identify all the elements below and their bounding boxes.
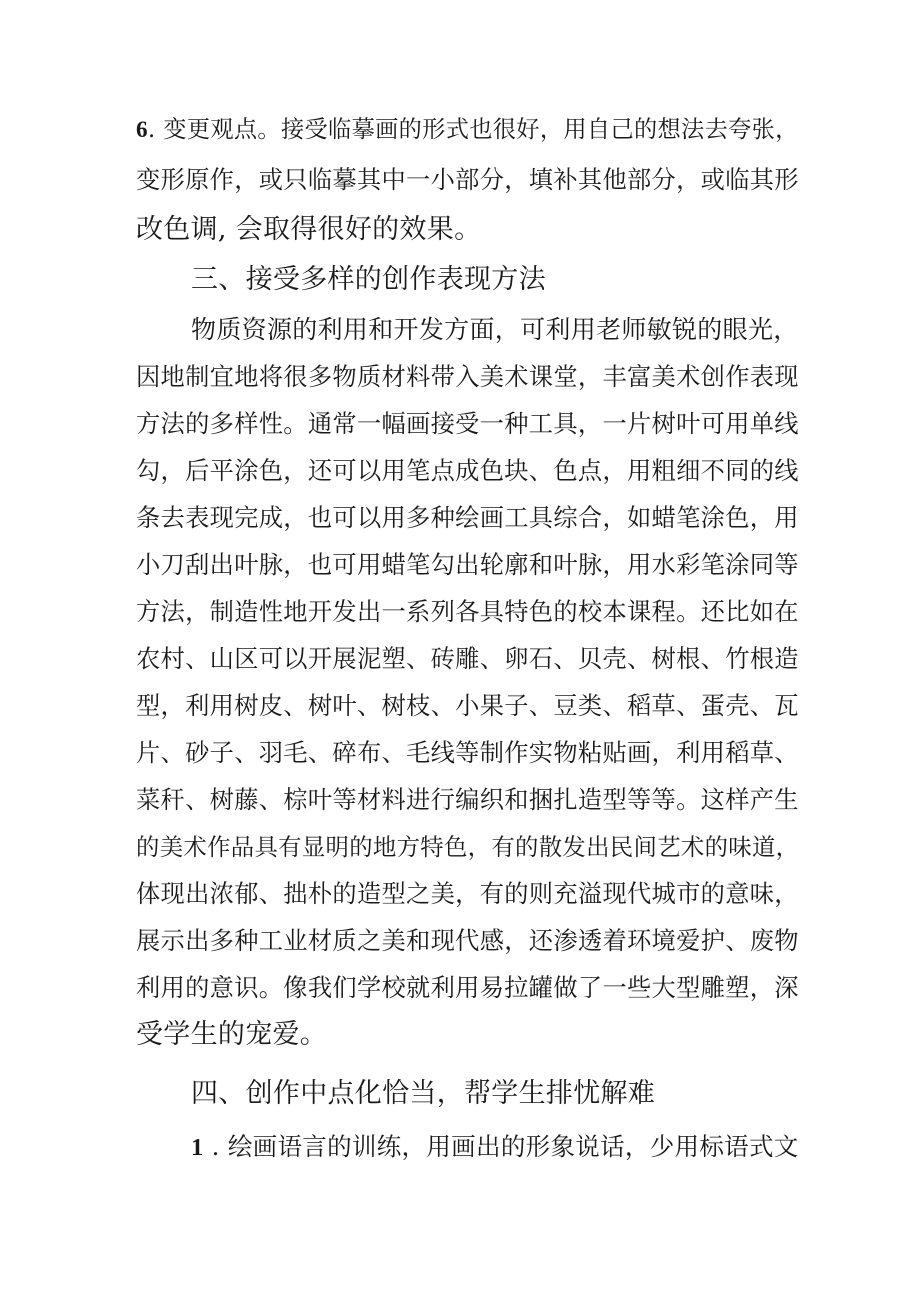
paragraph-line: 受学生的宠爱。	[136, 1019, 328, 1050]
paragraph-line: 体现出浓郁、拙朴的造型之美，有的则充溢现代城市的意味，	[136, 879, 799, 908]
paragraph-line: 物质资源的利用和开发方面，可利用老师敏锐的眼光，	[191, 315, 799, 344]
paragraph-line: 利用的意识。像我们学校就利用易拉罐做了一些大型雕塑，深	[136, 973, 799, 1002]
paragraph-line: 展示出多种工业材质之美和现代感，还渗透着环境爱护、废物	[136, 926, 799, 955]
paragraph-line: 的美术作品具有显明的地方特色，有的散发出民间艺术的味道，	[136, 833, 800, 861]
paragraph-line: 农村、山区可以开展泥塑、砖雕、卵石、贝壳、树根、竹根造	[136, 644, 799, 673]
paragraph-line: 型，利用树皮、树叶、树枝、小果子、豆类、稻草、蛋壳、瓦	[136, 691, 799, 720]
paragraph-line: 条去表现完成，也可以用多种绘画工具综合，如蜡笔涂色，用	[136, 503, 799, 532]
section-heading: 四、创作中点化恰当，帮学生排忧解难	[191, 1078, 656, 1109]
paragraph-line: 因地制宜地将很多物质材料带入美术课堂，丰富美术创作表现	[136, 362, 799, 391]
section-heading: 三、接受多样的创作表现方法	[191, 264, 546, 295]
paragraph-line: 菜秆、树藤、棕叶等材料进行编织和捆扎造型等等。这样产生	[136, 785, 799, 814]
paragraph-line: 勾，后平涂色，还可以用笔点成色块、色点，用粗细不同的线	[136, 456, 799, 485]
paragraph-line: 1 . 绘画语言的训练，用画出的形象说话，少用标语式文	[191, 1132, 799, 1161]
paragraph-line: 6. 变更观点。接受临摹画的形式也很好，用自己的想法去夸张，	[136, 116, 799, 143]
paragraph-line: 片、砂子、羽毛、碎布、毛线等制作实物粘贴画，利用稻草、	[136, 738, 799, 767]
paragraph-line: 小刀刮出叶脉，也可用蜡笔勾出轮廓和叶脉，用水彩笔涂同等	[136, 550, 799, 579]
paragraph-line: 方法的多样性。通常一幅画接受一种工具，一片树叶可用单线	[136, 409, 799, 438]
paragraph-line: 改色调, 会取得很好的效果。	[136, 214, 482, 245]
item-number: 6	[136, 117, 148, 143]
item-number: 1	[191, 1134, 204, 1161]
paragraph-line: 变形原作，或只临摹其中一小部分，填补其他部分，或临其形	[136, 165, 799, 194]
paragraph-line: 方法，制造性地开发出一系列各具特色的校本课程。还比如在	[136, 597, 799, 626]
